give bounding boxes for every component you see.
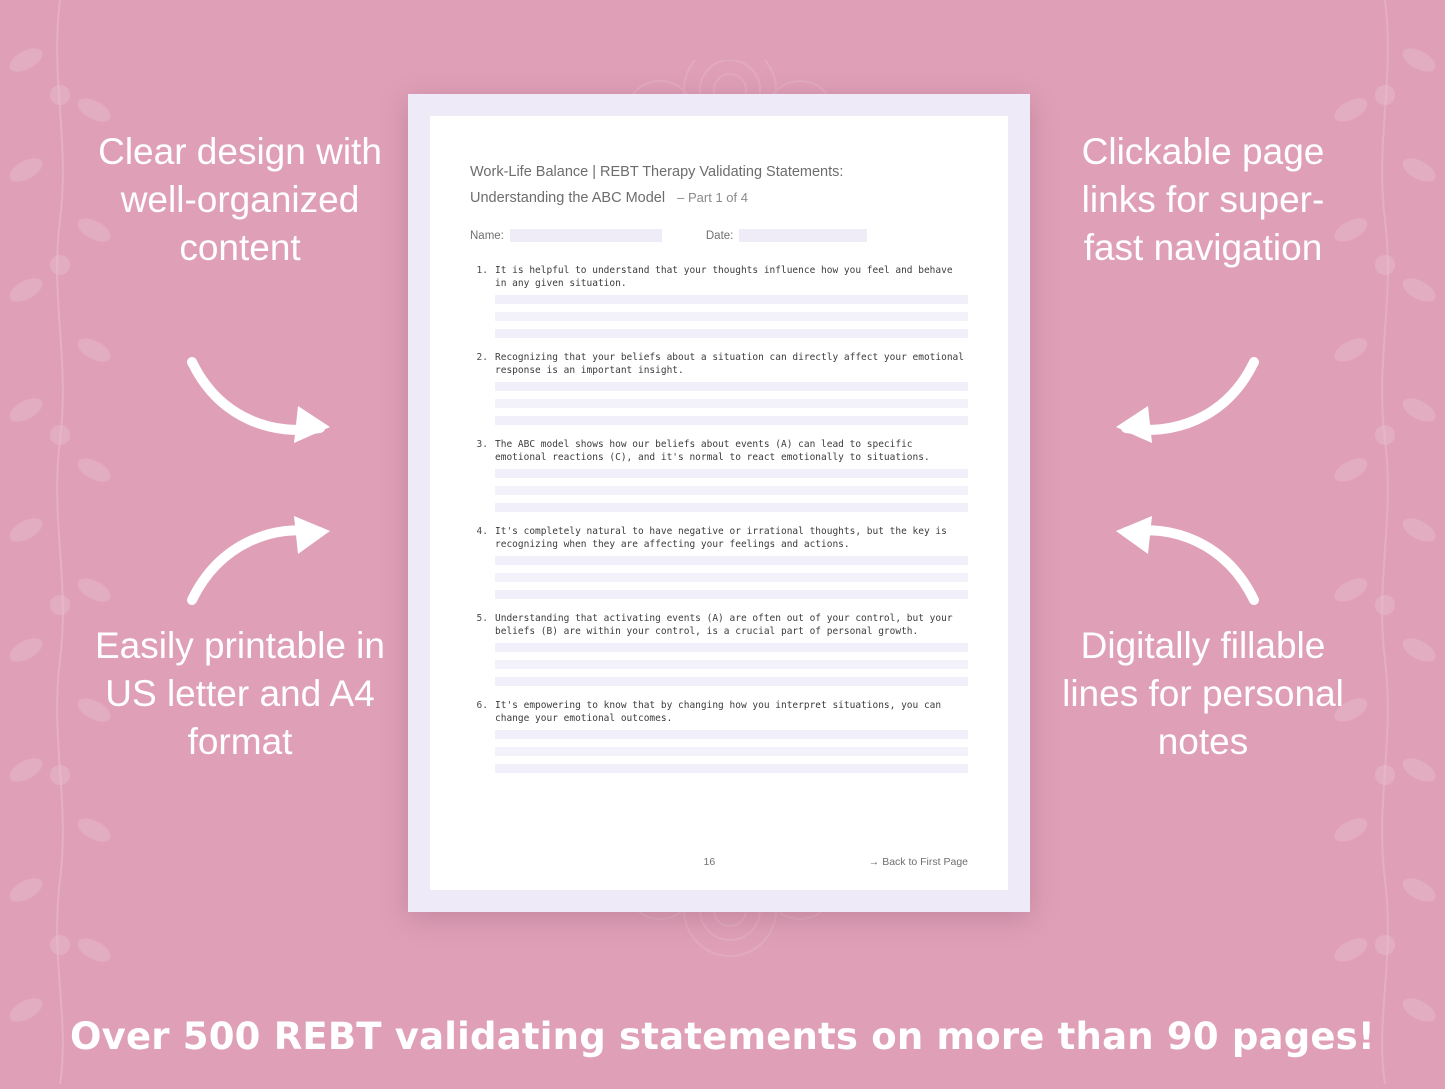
item-number: 5.: [476, 613, 488, 624]
document-part-label: – Part 1 of 4: [677, 190, 748, 205]
document-page: [430, 116, 1008, 890]
item-number: 3.: [476, 439, 488, 450]
fillable-line[interactable]: [495, 382, 968, 391]
fillable-line[interactable]: [495, 469, 968, 478]
document-title-line2: Understanding the ABC Model: [470, 190, 666, 206]
fillable-line[interactable]: [495, 747, 968, 756]
fillable-lines[interactable]: [495, 556, 968, 599]
name-input[interactable]: [510, 229, 662, 242]
fillable-line[interactable]: [495, 416, 968, 425]
fillable-line[interactable]: [495, 573, 968, 582]
date-input[interactable]: [739, 229, 867, 242]
item-number: 1.: [476, 265, 488, 276]
item-text: The ABC model shows how our beliefs about events (A) can lead to specific emotional reactions (C), and it's normal to react emotionally to situations.: [495, 439, 930, 463]
arrow-bottom-left: [180, 508, 350, 613]
fillable-line[interactable]: [495, 312, 968, 321]
fillable-lines[interactable]: [495, 295, 968, 338]
item-number: 6.: [476, 700, 488, 711]
item-text: Understanding that activating events (A) are often out of your control, but your beliefs (B) are within your control, is a crucial part of personal growth.: [495, 613, 953, 637]
statement-list: [470, 264, 968, 773]
item-number: 2.: [476, 352, 488, 363]
name-date-row: [470, 229, 968, 242]
caption-printable: Easily printable in US letter and A4 format: [95, 625, 385, 762]
fillable-lines[interactable]: [495, 469, 968, 512]
list-item: [470, 351, 968, 425]
document-title-line1: Work-Life Balance | REBT Therapy Validating Statements:: [470, 164, 844, 180]
arrow-top-left: [180, 350, 350, 455]
fillable-line[interactable]: [495, 590, 968, 599]
list-item: [470, 525, 968, 599]
caption-clear-design: Clear design with well-organized content: [98, 131, 382, 268]
promo-banner: Over 500 REBT validating statements on more than 90 pages!: [70, 1014, 1375, 1058]
fillable-line[interactable]: [495, 764, 968, 773]
fillable-line[interactable]: [495, 295, 968, 304]
fillable-lines[interactable]: [495, 730, 968, 773]
item-text: Recognizing that your beliefs about a situation can directly affect your emotional response is an important insight.: [495, 352, 964, 376]
fillable-lines[interactable]: [495, 643, 968, 686]
fillable-line[interactable]: [495, 329, 968, 338]
list-item: [470, 438, 968, 512]
fillable-line[interactable]: [495, 503, 968, 512]
caption-clickable-links: Clickable page links for super-fast navigation: [1081, 131, 1325, 268]
document-footer: [470, 856, 968, 868]
document-content: [470, 160, 968, 786]
fillable-line[interactable]: [495, 730, 968, 739]
document-title: [470, 160, 968, 211]
back-to-first-page-link[interactable]: → Back to First Page: [868, 856, 968, 868]
list-item: [470, 612, 968, 686]
arrow-bottom-right: [1096, 508, 1266, 613]
item-text: It's completely natural to have negative or irrational thoughts, but the key is recognizing when they are affecting your feelings and actions.: [495, 526, 947, 550]
date-label: Date:: [705, 229, 734, 242]
fillable-line[interactable]: [495, 677, 968, 686]
page-number: 16: [703, 856, 716, 868]
fillable-line[interactable]: [495, 486, 968, 495]
name-label: Name:: [470, 229, 504, 242]
fillable-line[interactable]: [495, 556, 968, 565]
fillable-lines[interactable]: [495, 382, 968, 425]
item-text: It is helpful to understand that your thoughts influence how you feel and behave in any given situation.: [495, 265, 953, 289]
fillable-line[interactable]: [495, 399, 968, 408]
item-number: 4.: [476, 526, 488, 537]
list-item: [470, 699, 968, 773]
item-text: It's empowering to know that by changing how you interpret situations, you can change your emotional outcomes.: [495, 700, 942, 724]
document-preview: [408, 94, 1030, 912]
fillable-line[interactable]: [495, 643, 968, 652]
list-item: [470, 264, 968, 338]
arrow-top-right: [1096, 350, 1266, 455]
fillable-line[interactable]: [495, 660, 968, 669]
caption-fillable-lines: Digitally fillable lines for personal notes: [1062, 625, 1344, 762]
